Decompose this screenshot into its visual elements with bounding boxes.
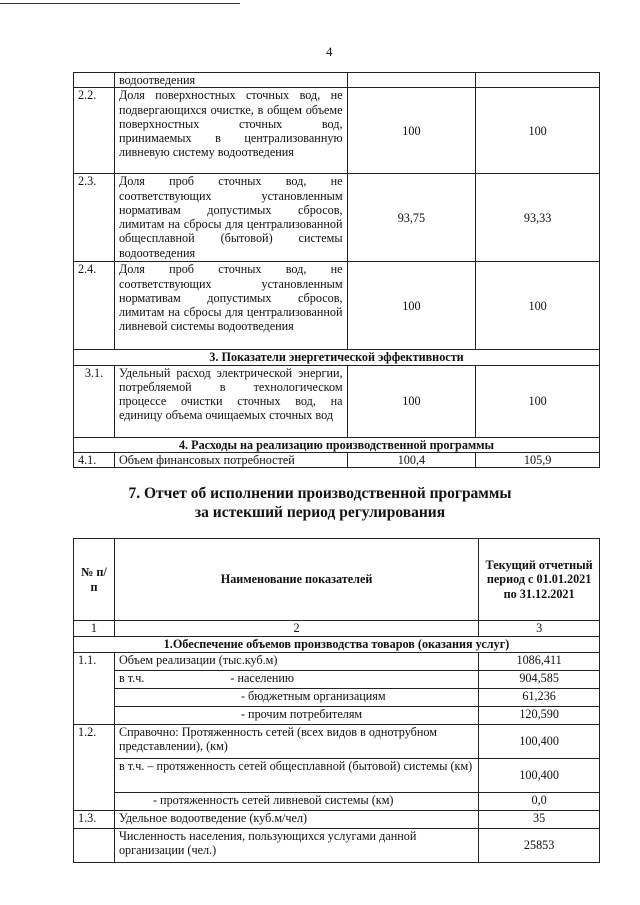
table-row <box>74 758 600 792</box>
row-number: 2.2. <box>74 88 115 174</box>
table-row <box>74 670 600 688</box>
row-name: - бюджетным организациям <box>114 688 478 706</box>
row-name: Справочно: Протяженность сетей (всех видов в однотрубном представлении), (км) <box>114 724 478 758</box>
row-number: 2.3. <box>74 174 115 262</box>
row-number <box>74 828 115 862</box>
row-value: 25853 <box>479 828 600 862</box>
row-number: 4.1. <box>74 452 115 467</box>
continued-text: водоотведения <box>114 73 347 88</box>
section-heading: 3. Показатели энергетической эффективности <box>74 350 600 365</box>
table-row <box>74 688 600 706</box>
table-row <box>74 810 600 828</box>
section-title-line1: 7. Отчет об исполнении производственной программы <box>128 485 512 502</box>
row-name: Численность населения, пользующихся услугами данной организации (чел.) <box>114 828 478 862</box>
row-value-1: 93,75 <box>347 174 476 262</box>
row-name: Доля поверхностных сточных вод, не подвергающихся очистке, в общем объеме поверхностных сточных вод, принимаемых в централизованную ливневую систему водоотведения <box>114 88 347 174</box>
table-row <box>74 88 600 174</box>
table-row <box>74 365 600 437</box>
row-value: 100,400 <box>479 724 600 758</box>
row-number: 1.1. <box>74 652 115 724</box>
table-row <box>74 724 600 758</box>
col-number: 3 <box>479 621 600 637</box>
row-value: 1086,411 <box>479 652 600 670</box>
page-number: 4 <box>326 44 333 59</box>
row-value-2: 100 <box>476 262 600 350</box>
row-name: в т.ч. – протяженность сетей общесплавной (бытовой) системы (км) <box>114 758 478 792</box>
row-value-2: 105,9 <box>476 452 600 467</box>
row-number: 1.3. <box>74 810 115 828</box>
table-row <box>74 652 600 670</box>
row-value-2: 93,33 <box>476 174 600 262</box>
row-value-2: 100 <box>476 365 600 437</box>
section-title-line2: за истекший период регулирования <box>194 504 446 521</box>
header-period: Текущий отчетный период с 01.01.2021 по 31.12.2021 <box>479 539 600 621</box>
table-row <box>74 792 600 810</box>
row-value: 100,400 <box>479 758 600 792</box>
row-name: Удельный расход электрической энергии, потребляемой в технологическом процессе очистки сточных вод, на единицу объема очищаемых сточных вод <box>114 365 347 437</box>
row-name: Объем финансовых потребностей <box>114 452 347 467</box>
row-value: 35 <box>479 810 600 828</box>
col-number: 1 <box>74 621 115 637</box>
row-name: Доля проб сточных вод, не соответствующих установленным нормативам допустимых сбросов, лимитам на сбросы для централизованной общесплавной (бытовой) системы водоотведения <box>114 174 347 262</box>
top-rule <box>0 3 240 4</box>
row-number: 1.2. <box>74 724 115 810</box>
row-name: - прочим потребителям <box>114 706 478 724</box>
table-row <box>74 174 600 262</box>
table-row <box>74 706 600 724</box>
row-value-1: 100 <box>347 88 476 174</box>
table-row <box>74 262 600 350</box>
table-row <box>74 828 600 862</box>
section-heading: 4. Расходы на реализацию производственной программы <box>74 437 600 452</box>
row-name: Доля проб сточных вод, не соответствующих установленным нормативам допустимых сбросов, лимитам на сбросы для централизованной ливневой системы водоотведения <box>114 262 347 350</box>
row-name: - населению <box>230 670 295 685</box>
row-value-1: 100 <box>347 365 476 437</box>
row-value: 61,236 <box>479 688 600 706</box>
row-value-2: 100 <box>476 88 600 174</box>
row-number: 3.1. <box>74 365 115 437</box>
table-row <box>74 452 600 467</box>
header-name: Наименование показателей <box>114 539 478 621</box>
row-value: 0,0 <box>479 792 600 810</box>
section-heading: 1.Обеспечение объемов производства товаров (оказания услуг) <box>74 637 600 653</box>
row-name: - протяженность сетей ливневой системы (км) <box>114 792 478 810</box>
row-value-1: 100,4 <box>347 452 476 467</box>
row-value: 904,585 <box>479 670 600 688</box>
sub-prefix: в т.ч. <box>118 670 145 685</box>
row-value-1: 100 <box>347 262 476 350</box>
row-name: Удельное водоотведение (куб.м/чел) <box>114 810 478 828</box>
col-number: 2 <box>114 621 478 637</box>
header-num: № п/п <box>74 539 115 621</box>
row-name: Объем реализации (тыс.куб.м) <box>114 652 478 670</box>
report-table <box>73 538 600 863</box>
indicators-table <box>73 72 600 468</box>
row-number: 2.4. <box>74 262 115 350</box>
row-value: 120,590 <box>479 706 600 724</box>
